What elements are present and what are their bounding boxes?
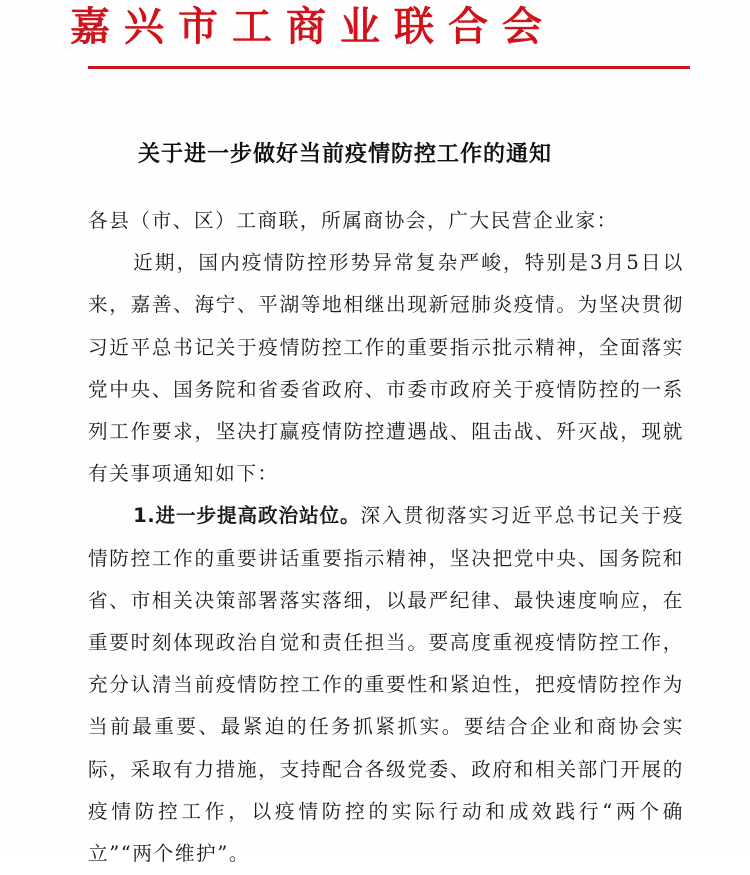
notice-body [88,200,684,875]
section-1-paragraph [88,495,684,875]
letterhead-red-rule [88,66,690,69]
intro-paragraph: 近期，国内疫情防控形势异常复杂严峻，特别是3月5日以来，嘉善、海宁、平湖等地相继出现新冠肺炎疫情。为坚决贯彻习近平总书记关于疫情防控工作的重要指示批示精神，全面落实党中央、国务院和省委省政府、市委市政府关于疫情防控的一系列工作要求，坚决打赢疫情防控遭遇战、阻击战、歼灭战，现就有关事项通知如下： [88,251,684,486]
section-1-text: 深入贯彻落实习近平总书记关于疫情防控工作的重要讲话重要指示精神，坚决把党中央、国务院和省、市相关决策部署落实落细，以最严纪律、最快速度响应，在重要时刻体现政治自觉和责任担当。要高度重视疫情防控工作，充分认清当前疫情防控工作的重要性和紧迫性，把疫情防控作为当前最重要、最紧迫的任务抓紧抓实。要结合企业和商协会实际，采取有力措施，支持配合各级党委、政府和相关部门开展的疫情防控工作，以疫情防控的实际行动和成效践行“两个确立”“两个维护”。 [88,504,685,866]
salutation: 各县（市、区）工商联，所属商协会，广大民营企业家： [88,209,618,232]
section-1-heading: 1.进一步提高政治站位。 [133,504,361,528]
letterhead-org-name: 嘉兴市工商业联合会 [70,4,556,50]
notice-title: 关于进一步做好当前疫情防控工作的通知 [138,142,553,167]
